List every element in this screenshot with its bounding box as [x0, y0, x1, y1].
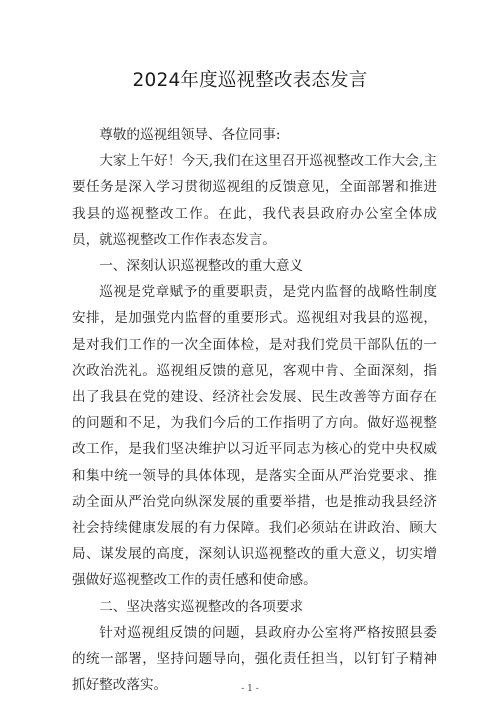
- document-title: 2024年度巡视整改表态发言: [132, 70, 368, 91]
- document-body: [72, 122, 437, 698]
- intro-paragraph: 大家上午好！今天,我们在这里召开巡视整改工作大会,主要任务是深入学习贯彻巡视组的反馈意见，全面部署和推进我县的巡视整改工作。在此，我代表县政府办公室全体成员，就巡视整改工作作表态发言。: [72, 153, 437, 248]
- page-number: - 1 -: [241, 684, 259, 694]
- section-2-paragraph: 针对巡视组反馈的问题，县政府办公室将严格按照县委的统一部署，坚持问题导向，强化责任担当，以钉钉子精神抓好整改落实。: [72, 624, 437, 694]
- section-heading-2: 二、坚决落实巡视整改的各项要求: [99, 598, 304, 615]
- section-1-paragraph: 巡视是党章赋予的重要职责，是党内监督的战略性制度安排，是加强党内监督的重要形式。巡视组对我县的巡视，是对我们工作的一次全面体检，是对我们党员干部队伍的一次政治洗礼。巡视组反馈的意见，客观中肯、全面深刻，指出了我县在党的建设、经济社会发展、民生改善等方面存在的问题和不足，为我们今后的工作指明了方向。做好巡视整改工作，是我们坚决维护以习近平同志为核心的党中央权威和集中统一领导的具体体现，是落实全面从严治党要求、推动全面从严治党向纵深发展的重要举措，也是推动我县经济社会持续健康发展的有力保障。我们必须站在讲政治、顾大局、谋发展的高度，深刻认识巡视整改的重大意义，切实增强做好巡视整改工作的责任感和使命感。: [72, 284, 437, 589]
- salutation: 尊敬的巡视组领导、各位同事:: [99, 127, 281, 143]
- section-heading-1: 一、深刻认识巡视整改的重大意义: [99, 258, 304, 275]
